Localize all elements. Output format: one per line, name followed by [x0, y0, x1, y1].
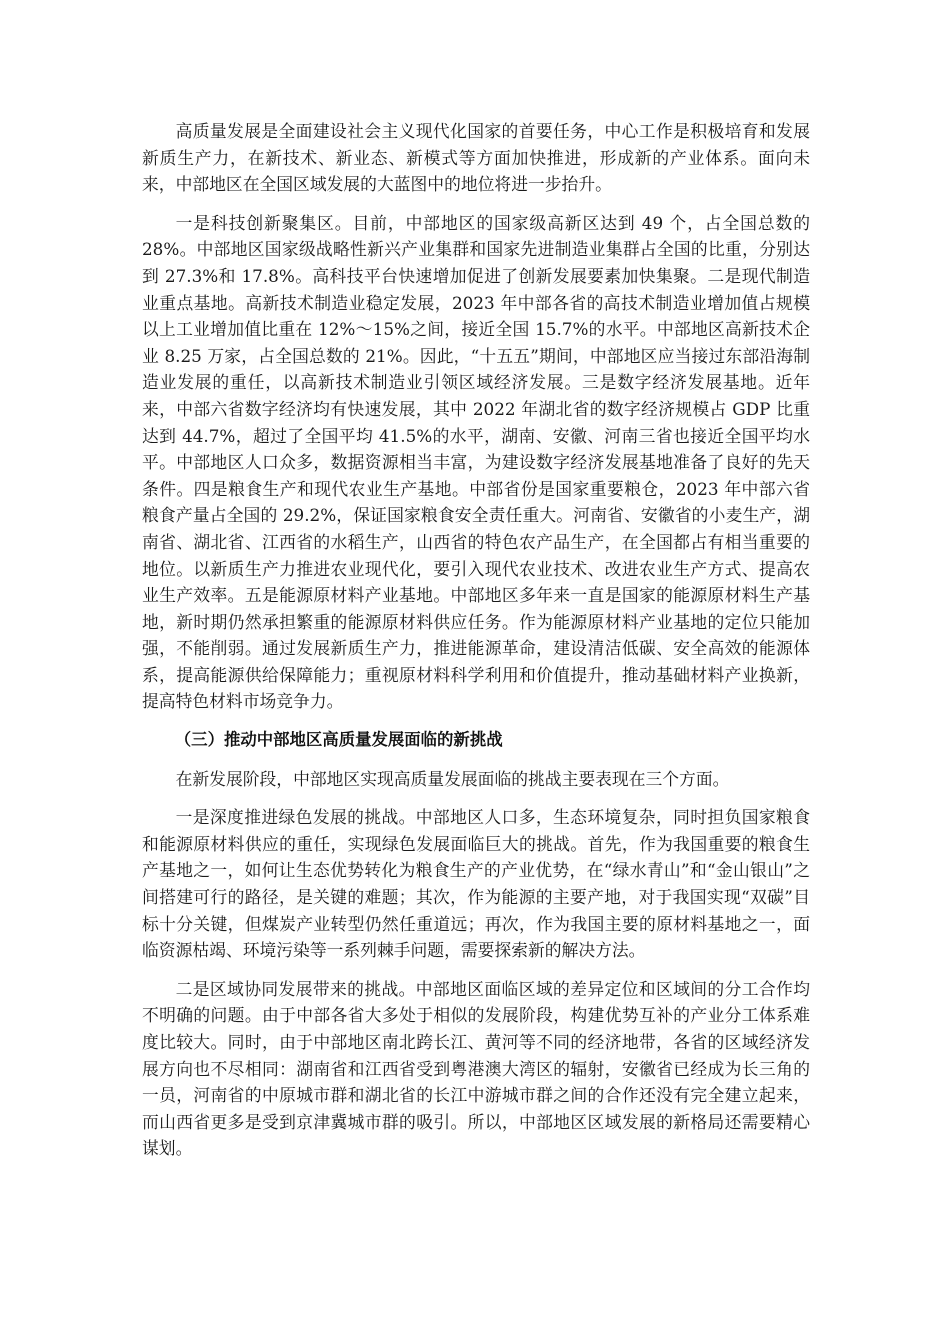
section-heading: （三）推动中部地区高质量发展面临的新挑战 — [174, 730, 503, 750]
document-body — [142, 118, 810, 1174]
paragraph-green-development: 一是深度推进绿色发展的挑战。中部地区人口多，生态环境复杂，同时担负国家粮食和能源原材料供应的重任，实现绿色发展面临巨大的挑战。首先，作为我国重要的粮食生产基地之一，如何让生态优势转化为粮食生产的产业优势，在“绿水青山”和“金山银山”之间搭建可行的路径，是关键的难题；其次，作为能源的主要产地，对于我国实现“双碳”目标十分关键，但煤炭产业转型仍然任重道远；再次，作为我国主要的原材料基地之一，面临资源枯竭、环境污染等一系列棘手问题，需要探索新的解决方法。 — [142, 807, 810, 961]
paragraph-five-bases: 一是科技创新聚集区。目前，中部地区的国家级高新区达到 49 个，占全国总数的 28%。中部地区国家级战略性新兴产业集群和国家先进制造业集群占全国的比重，分别达到 27.3%和 17.8%。高科技平台快速增加促进了创新发展要素加快集聚。二是现代制造业重点基地。高新技术制造业稳定发展，2023 年中部各省的高技术制造业增加值占规模以上工业增加值比重在 12%～15%之间，接近全国 15.7%的水平。中部地区高新技术企业 8.25 万家，占全国总数的 21%。因此，“十五五”期间，中部地区应当接过东部沿海制造业发展的重任，以高新技术制造业引领区域经济发展。三是数字经济发展基地。近年来，中部六省数字经济均有快速发展，其中 2022 年湖北省的数字经济规模占 GDP 比重达到 44.7%，超过了全国平均 41.5%的水平，湖南、安徽、河南三省也接近全国平均水平。中部地区人口众多，数据资源相当丰富，为建设数字经济发展基地准备了良好的先天条件。四是粮食生产和现代农业生产基地。中部省份是国家重要粮仓，2023 年中部六省粮食产量占全国的 29.2%，保证国家粮食安全责任重大。河南省、安徽省的小麦生产，湖南省、湖北省、江西省的水稻生产，山西省的特色农产品生产，在全国都占有相当重要的地位。以新质生产力推进农业现代化，要引入现代农业技术、改进农业生产方式、提高农业生产效率。五是能源原材料产业基地。中部地区多年来一直是国家的能源原材料生产基地，新时期仍然承担繁重的能源原材料供应任务。作为能源原材料产业基地的定位只能加强，不能削弱。通过发展新质生产力，推进能源革命，建设清洁低碳、安全高效的能源体系，提高能源供给保障能力；重视原材料科学利用和价值提升，推动基础材料产业换新，提高特色材料市场竞争力。 — [142, 212, 810, 712]
paragraph-challenges-intro: 在新发展阶段，中部地区实现高质量发展面临的挑战主要表现在三个方面。 — [175, 768, 730, 789]
paragraph-regional-coordination: 二是区域协同发展带来的挑战。中部地区面临区域的差异定位和区域间的分工合作均不明确的问题。由于中部各省大多处于相似的发展阶段，构建优势互补的产业分工体系难度比较大。同时，由于中部地区南北跨长江、黄河等不同的经济地带，各省的区域经济发展方向也不尽相同：湖南省和江西省受到粤港澳大湾区的辐射，安徽省已经成为长三角的一员，河南省的中原城市群和湖北省的长江中游城市群之间的合作还没有完全建立起来，而山西省更多是受到京津冀城市群的吸引。所以，中部地区区域发展的新格局还需要精心谋划。 — [142, 978, 810, 1159]
paragraph-intro: 高质量发展是全面建设社会主义现代化国家的首要任务，中心工作是积极培育和发展新质生产力，在新技术、新业态、新模式等方面加快推进，形成新的产业体系。面向未来，中部地区在全国区域发展的大蓝图中的地位将进一步抬升。 — [142, 121, 810, 195]
